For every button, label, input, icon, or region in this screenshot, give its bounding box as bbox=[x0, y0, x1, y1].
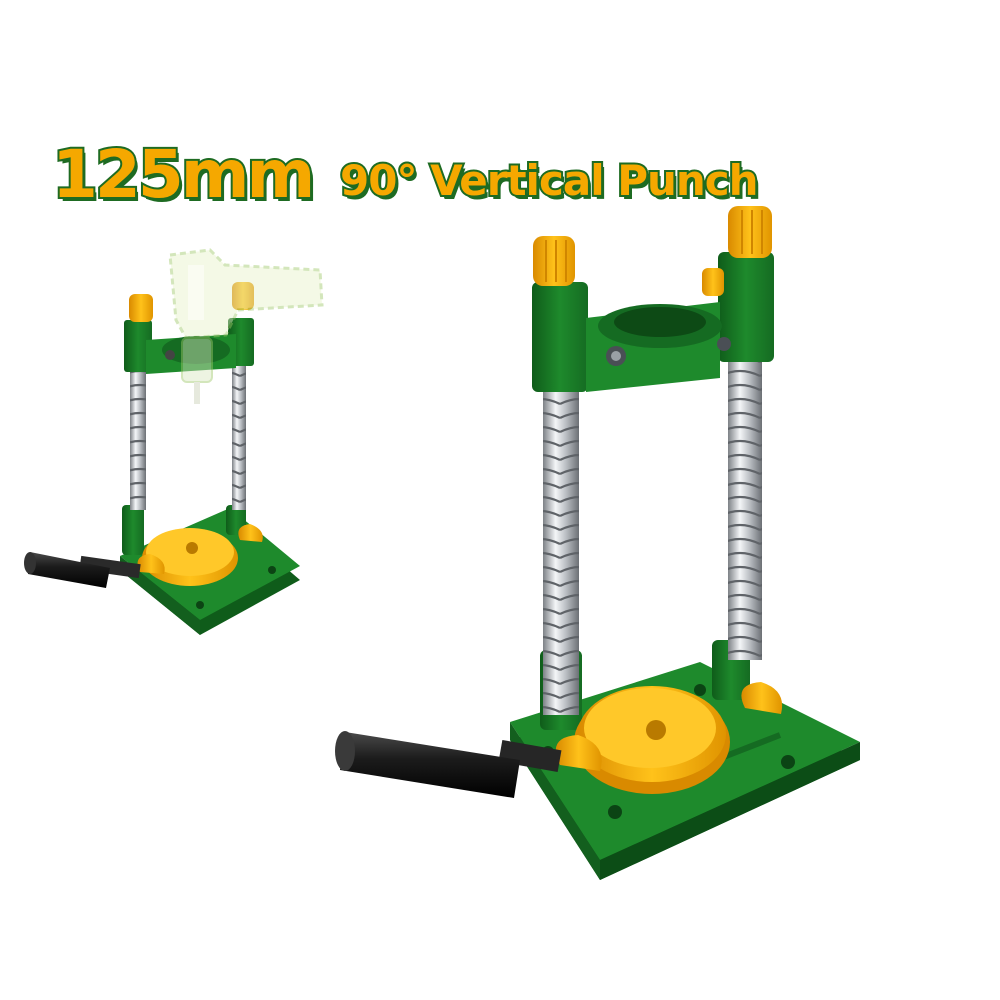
large-angle-plate bbox=[574, 686, 730, 794]
small-knob-icon bbox=[129, 294, 153, 322]
large-drill-stand bbox=[335, 206, 860, 880]
small-drill-stand bbox=[24, 250, 322, 635]
vertical-punch-label: 90° Vertical Punch bbox=[340, 156, 758, 205]
size-label: 125mm bbox=[52, 136, 313, 213]
